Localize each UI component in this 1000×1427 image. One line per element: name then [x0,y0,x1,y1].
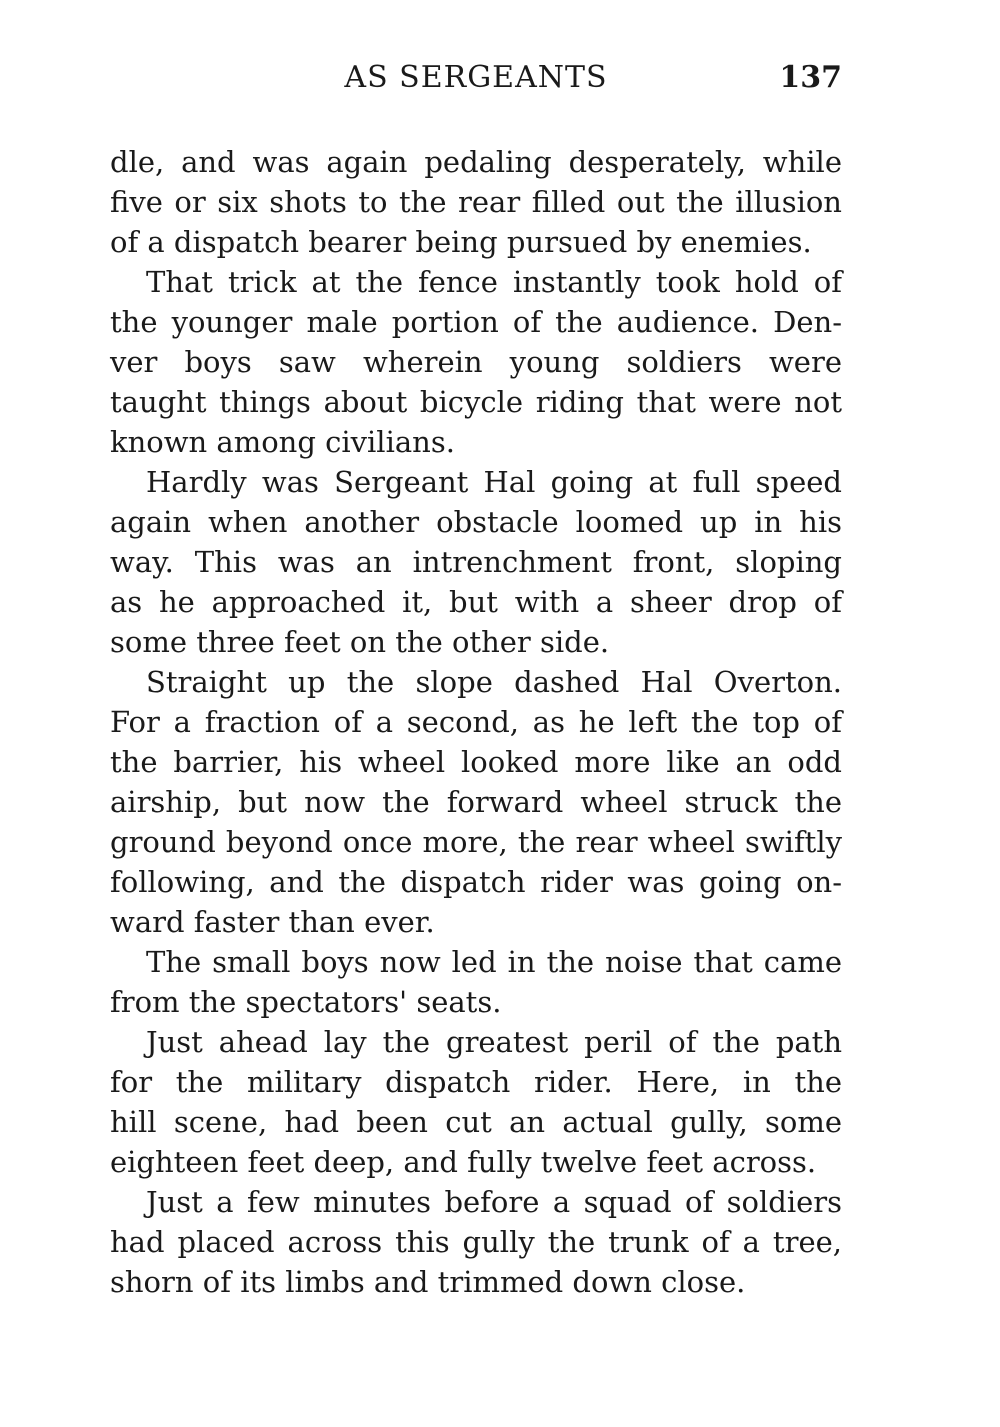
text-line: ward faster than ever. [110,905,435,939]
body-text [110,142,842,1302]
text-line: five or six shots to the rear filled out the illusion [110,185,842,219]
running-title: AS SERGEANTS [344,60,608,95]
running-header [110,58,842,98]
text-line: way. This was an intrenchment front, sloping [110,545,842,579]
text-line: Hardly was Sergeant Hal going at full speed [146,465,842,499]
text-line: of a dispatch bearer being pursued by enemies. [110,225,812,259]
text-line: the younger male portion of the audience. Den- [110,305,842,339]
text-line: as he approached it, but with a sheer drop of [110,585,842,619]
text-line: taught things about bicycle riding that were not [110,385,842,419]
text-line: Straight up the slope dashed Hal Overton. [146,665,842,699]
text-line: for the military dispatch rider. Here, in the [110,1065,842,1099]
text-line: from the spectators' seats. [110,985,502,1019]
text-line: eighteen feet deep, and fully twelve feet across. [110,1145,817,1179]
text-line: the barrier, his wheel looked more like an odd [110,745,842,779]
page-number: 137 [779,60,842,95]
text-line: had placed across this gully the trunk of a tree, [110,1225,842,1259]
text-line: For a fraction of a second, as he left the top of [110,705,842,739]
text-line: ver boys saw wherein young soldiers were [110,345,842,379]
text-line: airship, but now the forward wheel struck the [110,785,842,819]
text-line: known among civilians. [110,425,455,459]
text-line: following, and the dispatch rider was going on- [110,865,842,899]
text-line: some three feet on the other side. [110,625,610,659]
text-line: Just ahead lay the greatest peril of the path [146,1025,842,1059]
text-line: ground beyond once more, the rear wheel swiftly [110,825,842,859]
text-line: dle, and was again pedaling desperately, while [110,145,842,179]
text-line: shorn of its limbs and trimmed down close. [110,1265,746,1299]
text-line: hill scene, had been cut an actual gully, some [110,1105,842,1139]
text-line: The small boys now led in the noise that came [146,945,842,979]
text-line: Just a few minutes before a squad of soldiers [146,1185,842,1219]
text-line: again when another obstacle loomed up in his [110,505,842,539]
text-line: That trick at the fence instantly took hold of [146,265,842,299]
